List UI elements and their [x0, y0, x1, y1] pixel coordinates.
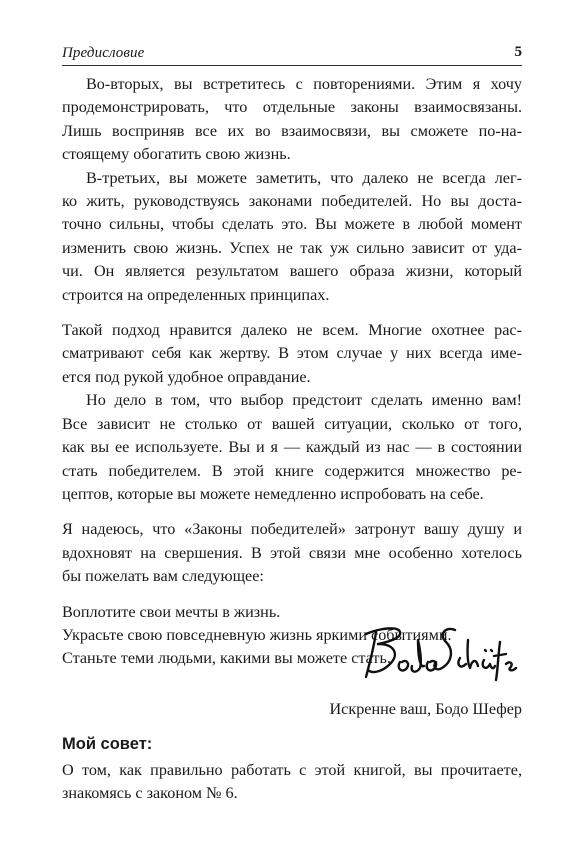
text-line: Такой подход нравится далеко не всем. Многие охотнее рас- [62, 321, 522, 340]
running-header [62, 44, 522, 66]
text-line: О том, как правильно работать с этой книгой, вы прочитаете, [62, 761, 522, 779]
text-line: знакомясь с законом № 6. [62, 784, 238, 803]
text-line: Станьте теми людьми, какими вы можете стать. [62, 649, 391, 668]
text-line: вдохновят на свершения. В этой связи мне особенно хотелось [62, 543, 522, 562]
text-line: стать победителем. В этой книге содержится множество ре- [62, 461, 522, 480]
text-line: как вы ее используете. Вы и я — каждый из нас — в состоянии [62, 438, 522, 457]
text-line: Украсьте свою повседневную жизнь яркими событиями. [62, 625, 452, 644]
paragraph [62, 73, 522, 167]
paragraph [62, 167, 522, 307]
text-line: Но дело в том, что выбор предстоит сделать именно вам! [86, 391, 522, 410]
text-line: строится на определенных принципах. [62, 285, 330, 304]
text-line: Я надеюсь, что «Законы победителей» затронут вашу душу и [62, 520, 522, 539]
paragraph [62, 518, 522, 588]
advice-heading: Мой совет: [62, 735, 153, 753]
text-line: изменить свою жизнь. Успех не так уж сильно зависит от уда- [62, 238, 522, 257]
text-line: чи. Он является результатом вашего образа жизни, который [62, 262, 522, 281]
text-line: продемонстрировать, что отдельные законы взаимосвязаны. [62, 98, 522, 117]
text-line: стоящему обогатить свою жизнь. [62, 145, 291, 164]
text-line: Во-вторых, вы встретитесь с повторениями. Этим я хочу [86, 75, 522, 93]
advice-text [62, 759, 522, 806]
author-signature [360, 622, 520, 692]
text-line: цептов, которые вы можете немедленно испробовать на себе. [62, 484, 484, 503]
paragraph [62, 389, 522, 506]
chapter-title: Предисловие [62, 45, 145, 61]
text-line: Воплотите свои мечты в жизнь. [62, 602, 281, 621]
text-line: ется под рукой удобное оправдание. [62, 367, 311, 386]
page-number: 5 [514, 44, 522, 60]
text-line: сматривают себя как жертву. В этом случае у них всегда име- [62, 344, 522, 363]
sign-off: Искренне ваш, Бодо Шефер [329, 700, 522, 718]
text-line: В-третьих, вы можете заметить, что далеко не всегда лег- [86, 168, 522, 187]
body-text [62, 73, 522, 671]
text-line: ко жить, руководствуясь законами победителей. Но вы доста- [62, 192, 522, 211]
header-rule [62, 65, 522, 66]
text-line: Все зависит не столько от вашей ситуации, сколько от того, [62, 414, 522, 433]
text-line: бы пожелать вам следующее: [62, 567, 264, 586]
text-line: Лишь восприняв все их во взаимосвязи, вы сможете по-на- [62, 121, 522, 140]
text-line: точно сильны, чтобы сделать это. Вы можете в любой момент [62, 215, 522, 234]
paragraph [62, 319, 522, 389]
